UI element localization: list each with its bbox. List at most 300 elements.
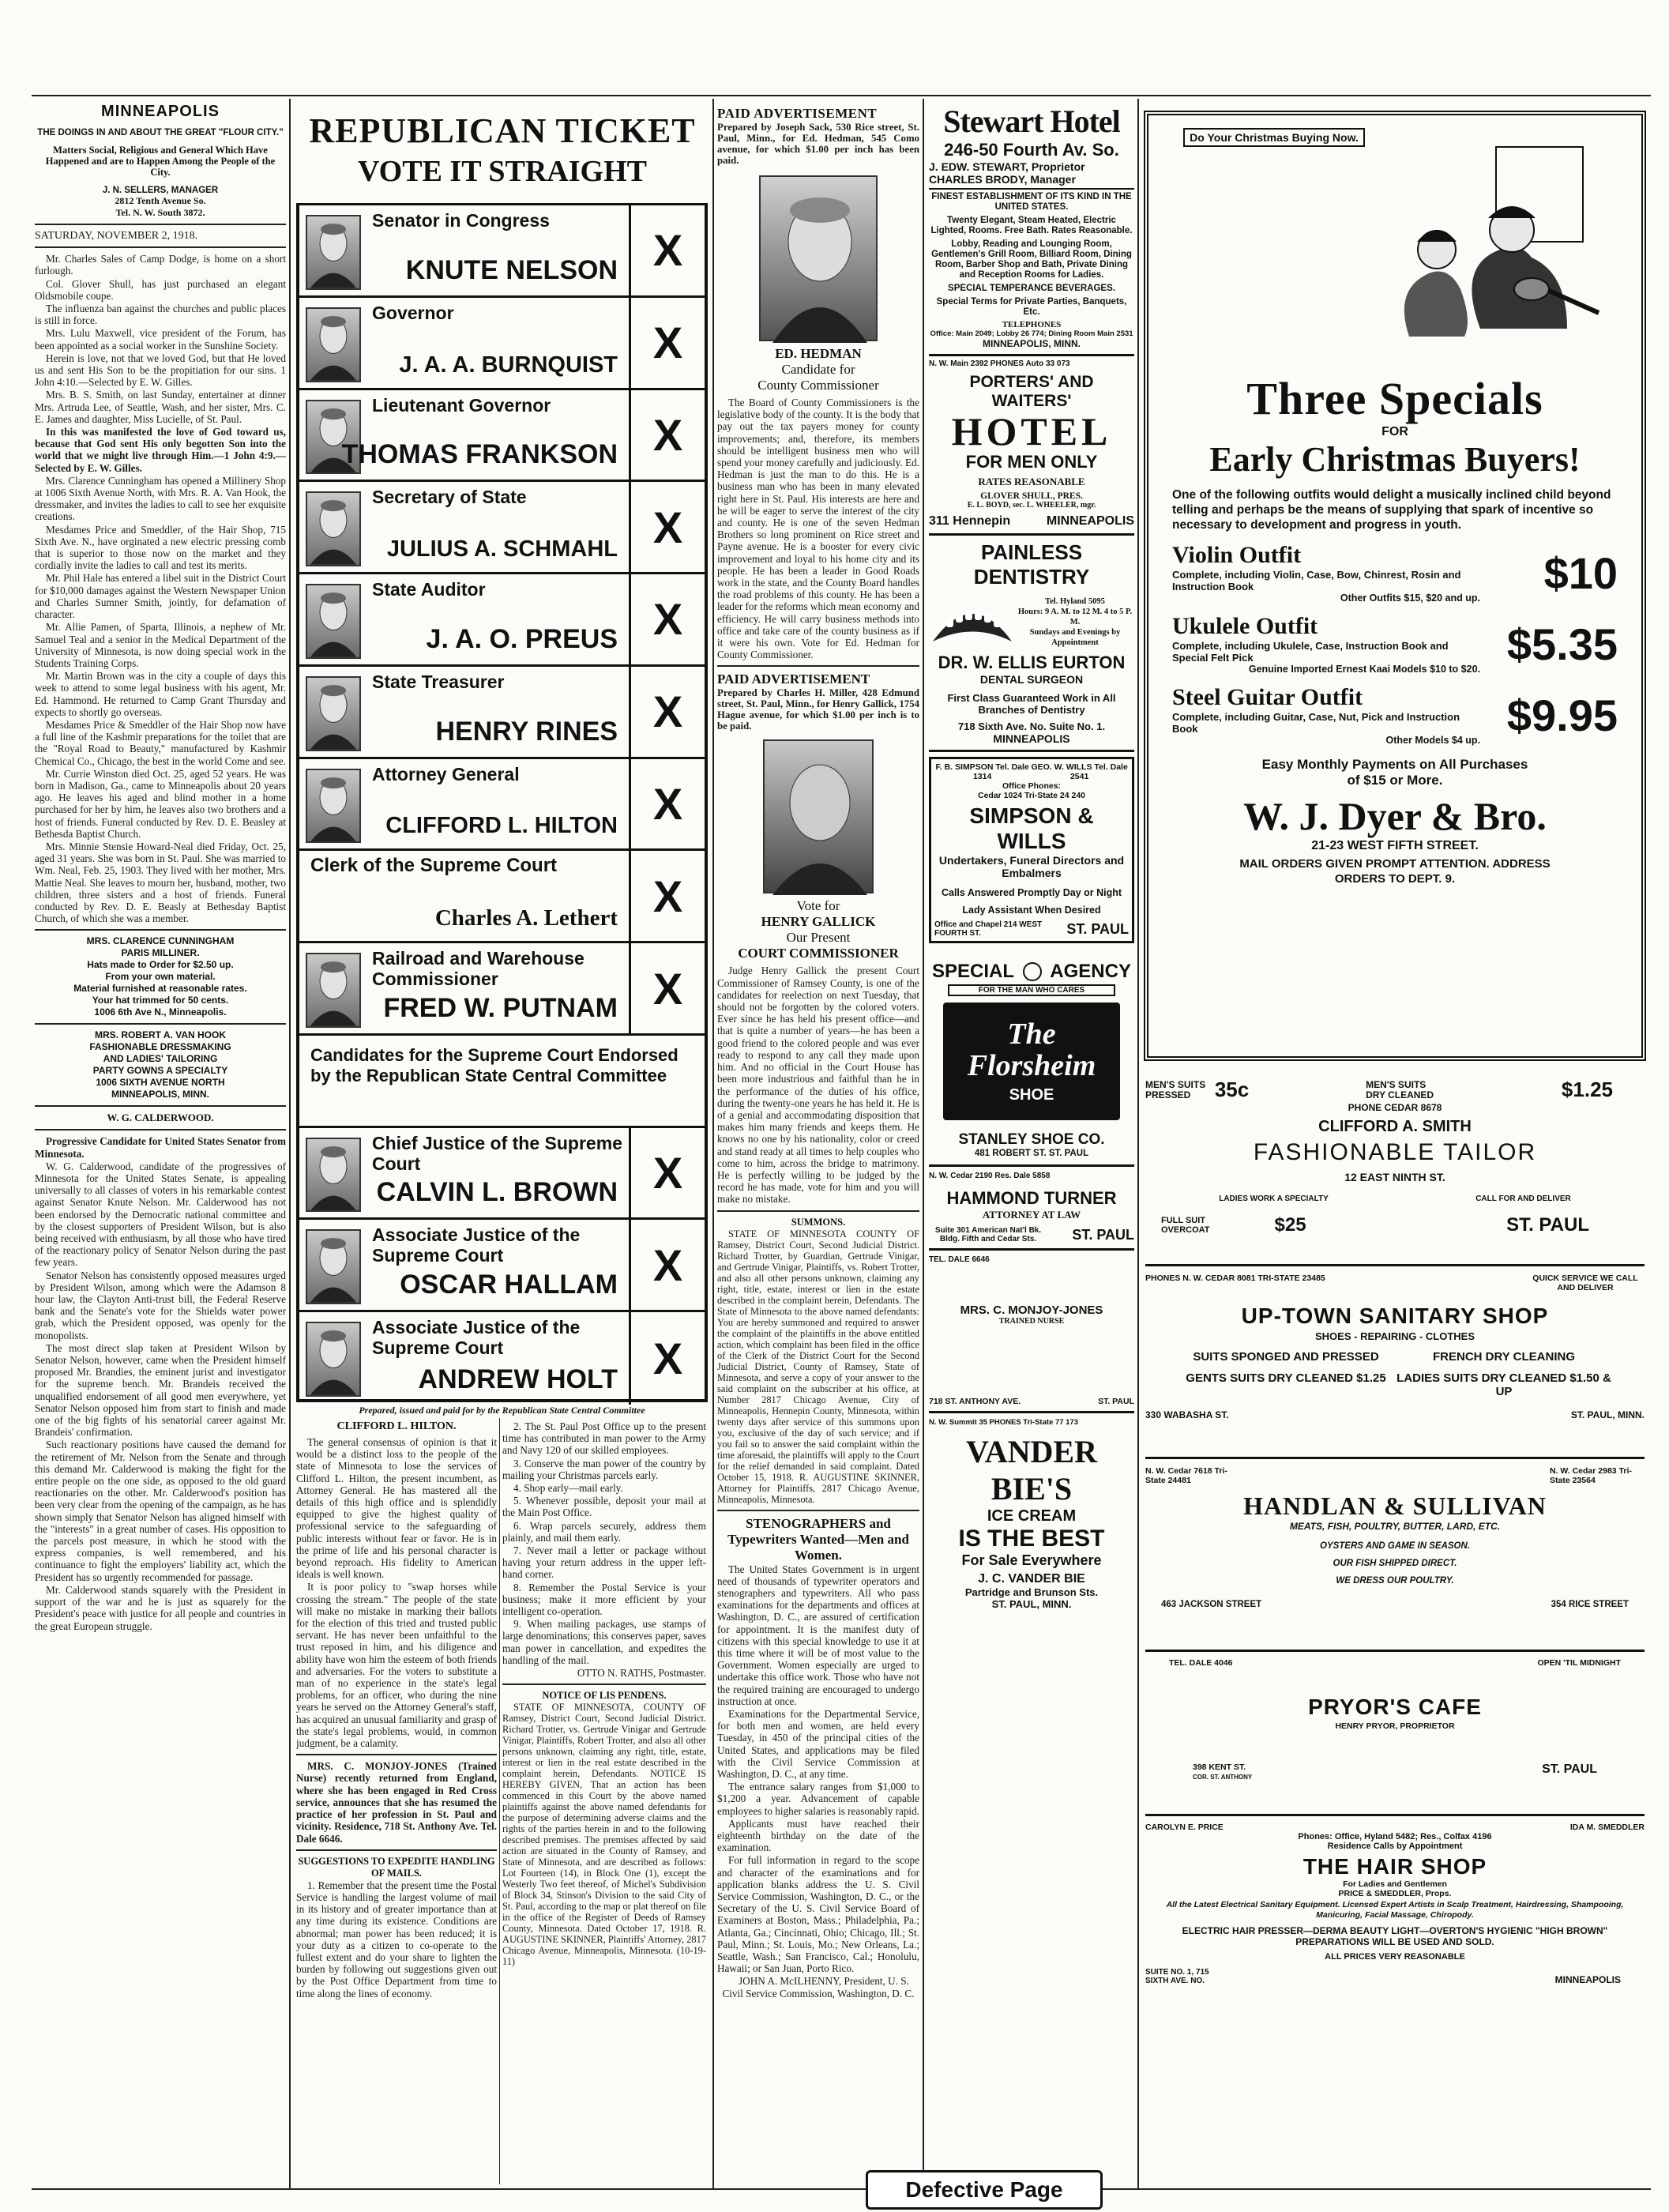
news-item: Mesdames Price and Smeddler, of the Hair Shop, 715 Sixth Ave. N., have orginated a new electric pressing comb that is superior to those now on the market and they cordially invite the ladies to call and test its merits.	[35, 523, 286, 572]
news-item: Mr. Martin Brown was in the city a couple of days this week to attend to some legal business with his agent, Mr. Ed. Hammond. He returned to Camp Grant Thursday and expects to shortly go overseas.	[35, 670, 286, 718]
stewart-line: Lobby, Reading and Lounging Room, Gentlemen's Grill Room, Billiard Room, Dining Room, Barber Shop and Bath, Private Dining and Reception Rooms for Ladies.	[931, 239, 1132, 280]
eurton-sun: Sundays and Evenings by Appointment	[1029, 627, 1121, 647]
pryor-name: PRYOR'S CAFE	[1308, 1695, 1482, 1719]
hair-top	[1145, 1823, 1645, 1832]
simpson-header	[934, 762, 1129, 781]
ballot-x-mark: X	[652, 963, 683, 1014]
florsheim-logo	[943, 1003, 1120, 1120]
porters-addr: 311 Hennepin	[929, 514, 1011, 528]
dyer-item-name: Ukulele Outfit	[1172, 613, 1318, 639]
pryor-addr: 398 KENT ST.	[1193, 1762, 1246, 1772]
ballot-mark-cell[interactable]	[629, 759, 705, 849]
simpson-city: ST. PAUL	[1066, 921, 1129, 937]
pryor-cor: COR. ST. ANTHONY	[1193, 1774, 1253, 1781]
ballot-candidate-name: J. A. O. PREUS	[426, 623, 618, 654]
ballot-candidate-name: THOMAS FRANKSON	[341, 439, 618, 470]
mail-para: 3. Conserve the man power of the country by mailing your Christmas parcels early.	[502, 1457, 706, 1481]
hedman-body: The Board of County Commissioners is the legislative body of the county. It is the body that pay out the tax payers money for county improvements; and, therefore, its members should be intelligent business men who will spend your money carefully and judiciously. Ed. Hedman is just the man to do this. He is a business man who has been in many elevated right here in St. Paul. His interests are here and he will be eager to serve the interest of the city and county. He is one of the seven Hedman Brothers so long prominent on Rice street and Payne avenue. He is a booster for every civic improvement and loyal to his home city and its people. He has been a leader in Good Roads work in the state, and the County Board handles the road problems of this county. He has been a leader for the reforms which mean economy and efficiency. He will carry business methods into office and take care of the county business as if it were his own. Vote for Ed. Hedman for County Commissioner.	[717, 397, 919, 661]
dyer-item	[1172, 542, 1618, 604]
steno-para: JOHN A. McILHENNY, President, U. S. Civil Service Commission, Washington, D. C.	[722, 1975, 915, 1999]
ballot-mark-cell[interactable]	[629, 1312, 705, 1405]
mail-para: 1. Remember that the present time the Postal Service is handling the largest volume of mail in its history and of greater importance than at any time during its existence. Conditions are abnormal; man power has been reduced; it is your duty as a citizen to co-operate to the fullest extent and do your share to lighten the burden by following out suggestions given out by the Post Office Department from time to time along the lines of economy.	[296, 1879, 497, 1999]
eurton-name: DR. W. ELLIS EURTON	[938, 653, 1126, 672]
stewart-hotel-ad	[929, 103, 1134, 356]
ballot-mark-cell[interactable]	[629, 298, 705, 388]
eurton-row	[929, 594, 1134, 649]
monjoy-tel: TEL. DALE 6646	[929, 1255, 990, 1264]
smith-cleaned: MEN'S SUITS DRY CLEANED	[1366, 1078, 1434, 1100]
florsheim-g: 481 ROBERT ST. ST. PAUL	[974, 1149, 1089, 1158]
stewart-line: FINEST ESTABLISHMENT OF ITS KIND IN THE UNITED STATES.	[931, 192, 1132, 212]
teeth-icon	[929, 594, 1016, 649]
ballot-x-mark: X	[652, 1334, 683, 1384]
florsheim-ad	[929, 957, 1134, 1167]
ballot-candidate-name: FRED W. PUTNAM	[383, 992, 618, 1023]
summons-body: STATE OF MINNESOTA COUNTY OF Ramsey, District Court, Second Judicial District. Richard Trotter, by Guardian, Gertrude Vinigar, and Gertrude Vinigar, Plaintiffs, vs. Robert Trotter, and also all other persons unknown, claiming any right, title, estate, interest or lien in the estate described in the complaint herein, Defendants. The State of Minnesota to the above named defendants: You are hereby summoned and required to answer the complaint of the plaintiffs in the above entitled action, which complaint has been filed in the office of the Clerk of the District Court for the Second Judicial District, County of Ramsey, State of Minnesota, and serve a copy of your answer to the said complaint on the subscriber at his office, at Number 2817 Chicago Avenue, City of Minneapolis, Hennepin County, Minnesota, within twenty days after service of this summons upon you, exclusive of the day of such service; and if you fail so to answer the said complaint within the time aforesaid, the plaintiffs will apply to the Court for the relief demanded in said complaint. Dated October 15, 1918. R. AUGUSTINE SKINNER, Attorney for Plaintiffs, 2817 Chicago Avenue, Minneapolis, Minnesota.	[717, 1228, 919, 1505]
hilton-column	[296, 1420, 497, 2187]
steno-para: Applicants must have reached their eighteenth birthday on the date of the examination.	[717, 1817, 919, 1854]
ballot-mark-cell[interactable]	[629, 390, 705, 480]
sanitary-a: SUITS SPONGED AND PRESSED	[1193, 1350, 1379, 1364]
candidate-portrait	[306, 584, 361, 659]
simpson-name: SIMPSON & WILLS	[969, 803, 1094, 853]
gallick-vote: Vote for	[796, 898, 840, 914]
divider	[502, 1683, 706, 1685]
smith-p1: 35c	[1214, 1078, 1250, 1101]
hilton-para: It is poor policy to "swap horses while crossing the stream." The people of the state will make no mistake in marking their ballots for the election of this tried and trusted public servant. He has never been unfaithful to the trust reposed in him, and his diligence and ability have won him the esteem of both friends and adversaries. For the voters to substitute a man of no experience in the state's legal problems, for an officer, who during the nine years he served on the Attorney General's staff, has acquired an unusual familiarity and grasp of the state's legal problems, would, in common judgment, be a calamity.	[296, 1581, 497, 1750]
mail-para: 4. Shop early—mail early.	[513, 1482, 623, 1495]
news-items	[35, 253, 286, 924]
smith-call: CALL FOR AND DELIVER	[1475, 1194, 1571, 1203]
ballot-x-mark: X	[652, 1240, 683, 1290]
ballot-x-mark: X	[652, 409, 683, 460]
ad-line: PARTY GOWNS A SPECIALTY	[92, 1065, 228, 1077]
pryor-open: OPEN 'TIL MIDNIGHT	[1537, 1658, 1621, 1668]
hair-right: IDA M. SMEDDLER	[1569, 1823, 1645, 1832]
stewart-line: Office: Main 2049; Lobby 26 774; Dining Room Main 2531	[930, 329, 1133, 338]
divider	[35, 1023, 286, 1025]
handlan-a: OYSTERS AND GAME IN SEASON.	[1320, 1541, 1470, 1551]
smith-tailor-ad	[1145, 1074, 1645, 1266]
vanderbie-ice: ICE CREAM	[987, 1507, 1077, 1525]
dyer-item-other: Other Outfits $15, $20 and up.	[1340, 592, 1480, 604]
porters-sec: E. L. BOYD, sec. L. WHEELER, mgr.	[967, 501, 1096, 510]
mail-para: 9. When mailing packages, use stamps of large denominations; this conserves paper, saves man power in cancellation, and expedites the handling of the mail.	[502, 1618, 706, 1666]
ballot-x-mark: X	[652, 687, 683, 737]
handlan-sub: MEATS, FISH, POULTRY, BUTTER, LARD, ETC.	[1289, 1521, 1501, 1532]
sanitary-addr: 330 WABASHA ST.	[1145, 1409, 1229, 1420]
hair-res: Residence Calls by Appointment	[1327, 1841, 1463, 1851]
news-item: Mr. Phil Hale has entered a libel suit in the District Court for $10,000 damages against the Western Newspaper Union and Charles Sumner Smith, jointly, for defamation of character.	[35, 572, 286, 621]
ballot-mark-cell[interactable]	[629, 574, 705, 664]
dyer-item	[1172, 613, 1618, 675]
candidate-portrait	[306, 307, 361, 382]
dyer-three: Three Specials	[1246, 373, 1543, 424]
porters-hotel: HOTEL	[951, 409, 1112, 453]
ballot-office: Clerk of the Supreme Court	[310, 855, 558, 877]
ballot-candidate-name: OSCAR HALLAM	[400, 1270, 618, 1300]
sanitary-top	[1145, 1273, 1645, 1292]
hedman-intro: Prepared by Joseph Sack, 530 Rice street, St. Paul, Minn., for Ed. Hedman, 545 Como avenue, for which $1.00 per inch has been paid.	[717, 122, 919, 166]
simpson-c: Cedar 1024 Tri-State 24 240	[978, 791, 1085, 800]
dyer-illustration	[1362, 131, 1614, 344]
news-item: Mr. Charles Sales of Camp Dodge, is home on a short furlough.	[35, 253, 286, 277]
porters-for: FOR MEN ONLY	[965, 452, 1098, 472]
lis-body: STATE OF MINNESOTA, COUNTY OF Ramsey, District Court, Second Judicial District. Richard Trotter, vs. Gertrude Vinigar and Gertrude Vinigar, Plaintiffs, Robert Trotter, and also all other persons unknown, claiming any right, title, estate, interest or lien in the real estate described in the complaint herein, Defendants. NOTICE IS HEREBY GIVEN, That an action has been commenced in this Court by the above named plaintiffs against the above named defendants for the purpose of determining adverse claims and the rights of the parties herein in and to the following described premises. The premises affected by said action are situated in the County of Ramsey, and State of Minnesota, and are described as follows: Lot Fourteen (14), in Block One (1), except the Westerly Two feet thereof, of Michel's Subdivision of Block 34, Stinson's Division to the said City of St. Paul, according to the map or plat thereof on file in the office of the Register of Deeds of Ramsey County, Minnesota. Dated October 17, 1918. R. AUGUSTINE SKINNER, Plaintiffs' Attorney, 2817 Chicago Avenue, Minneapolis, Minnesota. (10-19-11)	[502, 1702, 706, 1968]
calderwood-para: Mr. Calderwood stands squarely with the President in support of the war and he is just as squarely for the President's peace with justice for all people and countries in the great European struggle.	[35, 1583, 286, 1632]
column-rule	[499, 1418, 500, 2184]
hair-phones: Phones: Office, Hyland 5482; Res., Colfax 4196	[1298, 1832, 1492, 1841]
smith-p3: $25	[1274, 1214, 1306, 1236]
gallick-office: COURT COMMISSIONER	[738, 946, 899, 961]
hair-l3: ALL PRICES VERY REASONABLE	[1325, 1952, 1465, 1962]
hair-l1: All the Latest Electrical Sanitary Equipment. Licensed Expert Artists in Scalp Treatment, Hairdressing, Shampooing, Manicuring, Facial Massage, Chiropody.	[1166, 1900, 1624, 1920]
dyer-items	[1160, 542, 1630, 746]
dyer-easy: Easy Monthly Payments on All Purchases of $15 or More.	[1261, 757, 1528, 788]
smith-pressed: MEN'S SUITS PRESSED	[1145, 1078, 1206, 1100]
vanderbie-phones: N. W. Summit 35 PHONES Tri-State 77 173	[929, 1418, 1079, 1427]
dyer-item-desc: Complete, including Violin, Case, Bow, Chinrest, Rosin and Instruction Book	[1172, 569, 1461, 592]
minneapolis-desc: Matters Social, Religious and General Which Have Happened and are to Happen Among the People of the City.	[45, 145, 276, 178]
dyer-item-desc: Complete, including Guitar, Case, Nut, Pick and Instruction Book	[1172, 711, 1460, 735]
ballot-row	[299, 574, 705, 667]
sanitary-c: GENTS SUITS DRY CLEANED $1.25	[1186, 1371, 1386, 1385]
ad-line: From your own material.	[105, 971, 216, 983]
vanderbie-sale: For Sale Everywhere	[961, 1552, 1102, 1568]
dyer-item-other: Other Models $4 up.	[1385, 735, 1480, 746]
florsheim-emblem-icon	[1023, 962, 1042, 981]
monjoy-name: MRS. C. MONJOY-JONES	[960, 1304, 1103, 1317]
ballot-heading	[294, 111, 711, 189]
column-rule	[1137, 99, 1139, 2188]
ballot-office: Lieutenant Governor	[372, 394, 551, 416]
hilton-para: The general consensus of opinion is that it would be a distinct loss to the people of the state of Minnesota to lose the services of Clifford L. Hilton, the present incumbent, as Attorney General. He has mastered all the details of this high office and is splendidly equipped to give the highest quality of professional service to the safeguarding of public interests without fear or favor. He is in the prime of life and his personal character is beyond reproach. His fidelity to American ideals is well known.	[296, 1436, 497, 1581]
ballot-row	[299, 1128, 705, 1221]
ballot-table	[296, 203, 708, 1402]
monjoy-jones-ad	[929, 1251, 1134, 1413]
ad-line: PARIS MILLINER.	[121, 947, 200, 959]
children-music-illustration	[1362, 131, 1614, 344]
mail-title: SUGGESTIONS TO EXPEDITE HANDLING OF MAILS.	[298, 1855, 495, 1879]
steno-para: For full information in regard to the scope and character of the examinations and for application blanks address the U. S. Civil Service Commission, Washington, D. C., or the Secretary of the U. S. Civil Service Board of Examiners at Boston, Mass.; Philadelphia, Pa.; Atlanta, Ga.; Cincinnati, Ohio; Chicago, Ill.; St. Paul, Minn.; St. Louis, Mo.; New Orleans, La.; Seattle, Wash.; San Francisco, Cal.; Honolulu, Hawaii; or San Juan, Porto Rico.	[717, 1854, 919, 1975]
eurton-title: PAINLESS DENTISTRY	[973, 540, 1090, 589]
ballot-row	[299, 851, 705, 943]
divider	[296, 1849, 497, 1851]
monjoy-addr: 718 ST. ANTHONY AVE.	[929, 1397, 1021, 1406]
ad-line: AND LADIES' TAILORING	[103, 1053, 218, 1065]
cunningham-ad	[35, 935, 286, 1018]
vander-bie-ad	[929, 1413, 1134, 1615]
sanitary-d: LADIES SUITS DRY CLEANED $1.50 & UP	[1396, 1371, 1611, 1398]
dyer-for: FOR	[1381, 425, 1408, 438]
defective-page-label	[866, 2170, 1103, 2210]
candidate-portrait	[306, 769, 361, 844]
porters-phone: N. W. Main 2392 PHONES Auto 33 073	[929, 359, 1070, 368]
stewart-line: TELEPHONES	[1002, 320, 1062, 329]
ad-line: MRS. CLARENCE CUNNINGHAM	[86, 935, 235, 947]
ballot-row	[299, 1312, 705, 1405]
ballot-office: Associate Justice of the Supreme Court	[372, 1224, 581, 1266]
news-item: The influenza ban against the churches and public places is still in force.	[35, 303, 286, 327]
candidate-portrait	[306, 676, 361, 751]
manager-address: 2812 Tenth Avenue So.	[115, 195, 206, 206]
ads-column	[929, 103, 1134, 2180]
turner-suite: Suite 301 American Nat'l Bk. Bldg. Fifth and Cedar Sts.	[934, 1226, 1042, 1243]
monjoy-sub: TRAINED NURSE	[998, 1317, 1065, 1326]
calderwood-para: W. G. Calderwood, candidate of the progressives of Minnesota for the United States Senate, is appealing universally to all classes of voters in his remarkable contest against Senator Knute Nelson. Mr. Calderwood has not been endorsed by the Democratic national committee and by the closest supporters of President Wilson, but is also being received with enthusiasm, by all those who have tired of the reactionary policy of Senator Nelson during the past few years.	[35, 1160, 286, 1269]
florsheim-c: FOR THE MAN WHO CARES	[948, 984, 1115, 996]
mail-para: 8. Remember the Postal Service is your business; make it more efficient by your intelligent co-operation.	[502, 1581, 706, 1618]
hilton-title: CLIFFORD L. HILTON.	[336, 1420, 457, 1432]
sanitary-phones: PHONES N. W. CEDAR 8081 TRI-STATE 23485	[1145, 1273, 1325, 1283]
candidate-portrait	[306, 491, 361, 566]
ballot-row	[299, 1220, 705, 1312]
dyer-item-text	[1172, 613, 1480, 675]
column-rule	[923, 99, 924, 2188]
ad-line: 1006 6th Ave N., Minneapolis.	[94, 1006, 227, 1018]
steno-title: STENOGRAPHERS and Typewriters Wanted—Men and Women.	[727, 1515, 909, 1563]
column-rule	[289, 99, 291, 2188]
vanderbie-firm: J. C. VANDER BIE	[978, 1572, 1085, 1586]
dyer-box: Do Your Christmas Buying Now.	[1183, 128, 1365, 147]
monjoy-footer	[929, 1397, 1134, 1406]
florsheim-f: STANLEY SHOE CO.	[958, 1131, 1105, 1148]
news-item: Mrs. Clarence Cunningham has opened a Millinery Shop at 1006 Sixth Avenue North, with Mrs. R. A. Van Hook, the dressmaker, and invites the ladies to call to see her exquisite creations.	[35, 474, 286, 523]
candidate-portrait	[306, 1322, 361, 1397]
eurton-sub: DENTAL SURGEON	[979, 673, 1084, 686]
divider	[717, 1210, 919, 1212]
ballot-office: State Treasurer	[372, 671, 505, 692]
florsheim-e: SHOE	[1009, 1086, 1054, 1104]
dyer-item-name: Violin Outfit	[1172, 542, 1302, 568]
ad-line: Hats made to Order for $2.50 up.	[87, 959, 234, 971]
stewart-line: Special Terms for Private Parties, Banquets, Etc.	[936, 297, 1127, 317]
divider	[35, 1129, 286, 1130]
divider	[35, 929, 286, 931]
gallick-intro: Prepared by Charles H. Miller, 428 Edmund street, St. Paul, Minn., for Henry Gallick, 1754 Hague avenue, for which $1.00 per inch is to be paid.	[717, 687, 919, 732]
gallick-portrait	[763, 739, 874, 893]
eurton-work: First Class Guaranteed Work in All Branches of Dentistry	[947, 692, 1116, 716]
ballot-mark-cell[interactable]	[629, 667, 705, 757]
pryor-city: ST. PAUL	[1542, 1762, 1597, 1776]
eurton-tel: Tel. Hyland 5095	[1045, 596, 1105, 606]
ballot-x-mark: X	[652, 778, 683, 829]
eurton-addr: 718 Sixth Ave. No. Suite No. 1.	[957, 720, 1106, 732]
ballot-x-mark: X	[652, 1148, 683, 1198]
ballot-row	[299, 205, 705, 298]
smith-p2: $1.25	[1561, 1078, 1613, 1101]
hedman-portrait	[759, 175, 878, 341]
porters-address-row	[929, 514, 1134, 529]
porters-hotel-ad	[929, 356, 1134, 536]
dyer-item-name: Steel Guitar Outfit	[1172, 684, 1363, 710]
candidate-portrait	[306, 215, 361, 290]
smith-phone: PHONE CEDAR 8678	[1348, 1102, 1442, 1113]
hair-footer	[1145, 1968, 1645, 1985]
ad-line: FASHIONABLE DRESSMAKING	[89, 1041, 231, 1053]
smith-row	[1145, 1194, 1645, 1203]
gallick-body: Judge Henry Gallick the present Court Commissioner of Ramsey County, is one of the candidates for reelection on next Tuesday, that should not be forgotten by the colored voters. Ever since he has held his present office—and that is quite a number of years—he has been a good friend to the colored people and was ever ready to respond to any call they made upon him. And no official in the Court House has been more industrious and faithful than he in the performance of the duties of his office, during the twenty-one years he has held it. He is of a genial and accommodating disposition that makes him many friends and keeps them. He knows no one by his nationality, color or creed and stand ready at all times to help couples who come to him, across the bridge to matrimony. He is perfectly willing to be judged by the record he has made, vote for him and you will make no mistake.	[717, 965, 919, 1206]
florsheim-d: The Florsheim	[967, 1018, 1096, 1082]
florsheim-b: AGENCY	[1050, 961, 1131, 982]
dyer-firm: W. J. Dyer & Bro.	[1243, 794, 1547, 838]
porters-rates: RATES REASONABLE	[978, 476, 1085, 487]
ballot-x-mark: X	[652, 225, 683, 276]
divider	[717, 665, 919, 667]
dyer-item-text	[1172, 542, 1480, 604]
hair-left: CAROLYN E. PRICE	[1145, 1823, 1224, 1832]
hedman-head: PAID ADVERTISEMENT	[717, 106, 878, 121]
minneapolis-column	[35, 103, 286, 2188]
ballot-candidate-name: JULIUS A. SCHMAHL	[386, 536, 618, 562]
ballot-candidate-name: J. A. A. BURNQUIST	[399, 352, 618, 378]
top-rule	[32, 95, 1651, 96]
ballot-office: Secretary of State	[372, 487, 527, 508]
ballot-office: Attorney General	[372, 763, 520, 784]
mail-para: 5. Whenever possible, deposit your mail at the Main Post Office.	[502, 1495, 706, 1519]
divider	[35, 246, 286, 248]
calderwood-para: Such reactionary positions have caused the demand for the retirement of Mr. Nelson from the Senate and through this demand Mr. Calderwood is making the fight for the entire people on the one side, as opposed to the old guard reactionaries on the other. Mr. Calderwood's position has been very clear from the opening of the campaign, as he has shown simply that Senator Nelson has aligned himself with the "interests" in a great number of cases. His opposition to the parcels post measure, in which he stood with the express companies, is well remembered, and his continuance to fight the employers' liability act, which the President has so urgently recommended for passage.	[35, 1439, 286, 1583]
sanitary-quick: QUICK SERVICE WE CALL AND DELIVER	[1532, 1273, 1638, 1292]
ballot-row	[299, 298, 705, 390]
handlan-addr1: 463 JACKSON STREET	[1161, 1600, 1262, 1609]
sanitary-sub: SHOES - REPAIRING - CLOTHES	[1315, 1330, 1475, 1342]
hair-l2: ELECTRIC HAIR PRESSER—DERMA BEAUTY LIGHT—OVERTON'S HYGIENIC "HIGH BROWN" PREPARATIONS WILL BE USED AND SOLD.	[1182, 1925, 1608, 1947]
sanitary-footer	[1145, 1409, 1645, 1420]
gallick-name: HENRY GALLICK	[761, 914, 876, 930]
ballot-title: REPUBLICAN TICKET	[309, 111, 696, 150]
candidate-portrait	[306, 1138, 361, 1213]
ballot-office: Governor	[372, 302, 454, 323]
divider	[35, 224, 286, 225]
stewart-name: Stewart Hotel	[943, 103, 1120, 139]
dyer-item-desc: Complete, including Ukulele, Case, Instruction Book and Special Felt Pick	[1172, 640, 1449, 664]
porters-city: MINNEAPOLIS	[1046, 514, 1134, 528]
vanderbie-city: ST. PAUL, MINN.	[991, 1598, 1072, 1610]
hair-shop-ad	[1145, 1823, 1645, 2024]
ballot-subtitle: VOTE IT STRAIGHT	[358, 155, 647, 188]
turner-phones: N. W. Cedar 2190 Res. Dale 5858	[929, 1172, 1051, 1180]
ballot-mark-cell[interactable]	[629, 943, 705, 1033]
ballot-x-mark: X	[652, 502, 683, 552]
hair-suite: SUITE NO. 1, 715 SIXTH AVE. NO.	[1145, 1968, 1209, 1985]
news-item: In this was manifested the love of God toward us, because that God sent His only begotten Son into the world that we might live through Him.—1 John 4:9.—Selected by E. W. Gilles.	[35, 426, 286, 474]
dyer-item	[1172, 684, 1618, 746]
ballot-mark-cell[interactable]	[629, 482, 705, 572]
hair-for: For Ladies and Gentlemen	[1343, 1879, 1447, 1889]
ballot-row	[299, 482, 705, 574]
stewart-manager: CHARLES BRODY, Manager	[929, 173, 1134, 190]
pryor-footer	[1145, 1762, 1645, 1782]
candidate-portrait	[306, 1229, 361, 1304]
pryors-cafe-ad	[1145, 1658, 1645, 1816]
ballot-candidate-name: CLIFFORD L. HILTON	[385, 813, 618, 839]
candidate-portrait	[306, 953, 361, 1028]
ballot-row	[299, 390, 705, 483]
dyer-mail: MAIL ORDERS GIVEN PROMPT ATTENTION. ADDRESS ORDERS TO DEPT. 9.	[1239, 857, 1551, 886]
eurton-hours: Hours: 9 A. M. to 12 M. 4 to 5 P. M.	[1017, 607, 1133, 626]
mail-para: 2. The St. Paul Post Office up to the present time has contributed in man power to the Army and Navy 120 of our skilled employees.	[502, 1420, 706, 1457]
divider	[296, 1754, 497, 1755]
van-hook-ad	[35, 1029, 286, 1100]
smith-city: ST. PAUL	[1506, 1214, 1589, 1236]
dyer-item-text	[1172, 684, 1480, 746]
vanderbie-best: IS THE BEST	[958, 1525, 1105, 1552]
ballot-mark-cell[interactable]	[629, 1220, 705, 1310]
stewart-line: MINNEAPOLIS, MINN.	[982, 338, 1081, 349]
eurton-city: MINNEAPOLIS	[993, 732, 1070, 745]
column-rule	[712, 99, 714, 2188]
ballot-candidate-name: KNUTE NELSON	[405, 254, 618, 285]
porters-pres: GLOVER SHULL, PRES.	[980, 491, 1083, 501]
news-item: Mesdames Price & Smeddler of the Hair Shop now have a full line of the Kashmir preparations for the toilet that are the "Royal Road to Beauty," manufactured by Kashmir Chemical Co., Chicago, the best in the world Come and see.	[35, 718, 286, 767]
summons-head: SUMMONS.	[791, 1216, 846, 1228]
ballot-x-mark: X	[652, 318, 683, 368]
porters-name: PORTERS' AND WAITERS'	[969, 373, 1094, 410]
vanderbie-name: VANDER BIE'S	[966, 1434, 1097, 1507]
sanitary-city: ST. PAUL, MINN.	[1570, 1409, 1645, 1420]
dyer-addr: 21-23 WEST FIFTH STREET.	[1311, 839, 1479, 852]
ballot-mark-cell[interactable]	[629, 851, 705, 941]
ballot-mark-cell[interactable]	[629, 1128, 705, 1218]
minneapolis-subtitle: THE DOINGS IN AND ABOUT THE GREAT "FLOUR CITY."	[37, 128, 284, 137]
hedman-office: County Commissioner	[757, 378, 879, 393]
monjoy-city: ST. PAUL	[1098, 1397, 1134, 1406]
dyer-item-price: $9.95	[1506, 690, 1618, 740]
ballot-candidate-name: Charles A. Lethert	[434, 905, 618, 931]
eurton-dentistry-ad	[929, 536, 1134, 752]
calderwood-para: Senator Nelson has consistently opposed measures urged by President Wilson, among which were the Adamson 8 hour law, the Clayton Anti-trust bill, the Federal Reserve bank and the Senate's vote for the Shields water power grab, which the President opposed, was openly for the monopolists.	[35, 1269, 286, 1341]
simpson-l1: Undertakers, Funeral Directors and Embalmers	[938, 854, 1125, 879]
mail-column	[502, 1420, 706, 2187]
lis-title: NOTICE OF LIS PENDENS.	[542, 1690, 667, 1702]
calderwood-para: Progressive Candidate for United States Senator from Minnesota.	[35, 1135, 286, 1160]
hedman-cand: Candidate for	[781, 362, 855, 377]
handlan-top	[1145, 1466, 1645, 1485]
turner-sub: ATTORNEY AT LAW	[982, 1209, 1081, 1221]
simpson-l4: Office and Chapel 214 WEST FOURTH ST.	[934, 920, 1043, 938]
simpson-b: GEO. W. WILLS Tel. Dale 2541	[1031, 762, 1128, 781]
ballot-office: Candidates for the Supreme Court Endorsed by the Republican State Central Committee	[310, 1044, 679, 1085]
handlan-name: HANDLAN & SULLIVAN	[1243, 1492, 1547, 1520]
news-item: Mrs. Lulu Maxwell, vice president of the Forum, has been appointed as a social worker in the Sunshine Society.	[35, 327, 286, 352]
ballot-candidate-name: ANDREW HOLT	[418, 1364, 618, 1394]
handlan-sullivan-ad	[1145, 1466, 1645, 1652]
calderwood-byline: W. G. CALDERWOOD.	[107, 1112, 214, 1124]
turner-city: ST. PAUL	[1072, 1226, 1134, 1243]
news-item: Herein is love, not that we loved God, but that He loved us and sent His Son to be the propitiation for our sins. 1 John 4:10.—Selected by E. W. Gilles.	[35, 352, 286, 389]
simpson-l2: Calls Answered Promptly Day or Night	[941, 887, 1122, 898]
ad-line: Material furnished at reasonable rates.	[73, 983, 247, 995]
smith-bottom	[1145, 1214, 1645, 1236]
monjoy-notice: MRS. C. MONJOY-JONES (Trained Nurse) recently returned from England, where she has been engaged in Red Cross service, announces that she has resumed the practice of her profession in St. Paul and vicinity. Residence, 718 St. Anthony Ave. Tel. Dale 6646.	[296, 1760, 497, 1845]
ballot-row	[299, 759, 705, 852]
ballot-mark-cell[interactable]	[629, 205, 705, 295]
handlan-c: WE DRESS OUR POULTRY.	[1336, 1576, 1454, 1586]
paid-ads-column	[717, 106, 919, 2176]
smith-ladies: LADIES WORK A SPECIALTY	[1219, 1194, 1329, 1203]
hedman-name: ED. HEDMAN	[775, 346, 862, 361]
minneapolis-title: MINNEAPOLIS	[101, 103, 220, 120]
sanitary-name: UP-TOWN SANITARY SHOP	[1241, 1304, 1549, 1328]
stewart-line: Twenty Elegant, Steam Heated, Electric Lighted, Rooms. Free Bath. Rates Reasonable.	[930, 216, 1133, 235]
news-item: Mr. Allie Pamen, of Sparta, Illinois, a nephew of Mr. Samuel Teal and a senior in the Medical Department of the University of Minnesota, is now doing special work in the Students Training Corps.	[35, 621, 286, 669]
pryor-tel: TEL. DALE 4046	[1169, 1658, 1233, 1668]
sanitary-b: FRENCH DRY CLEANING	[1432, 1350, 1575, 1364]
simpson-wills-ad	[929, 757, 1134, 943]
ballot-x-mark: X	[652, 871, 683, 921]
steno-para: The entrance salary ranges from $1,000 to $1,200 a year. Advancement of capable employees to higher salaries is reasonably rapid.	[717, 1781, 919, 1817]
